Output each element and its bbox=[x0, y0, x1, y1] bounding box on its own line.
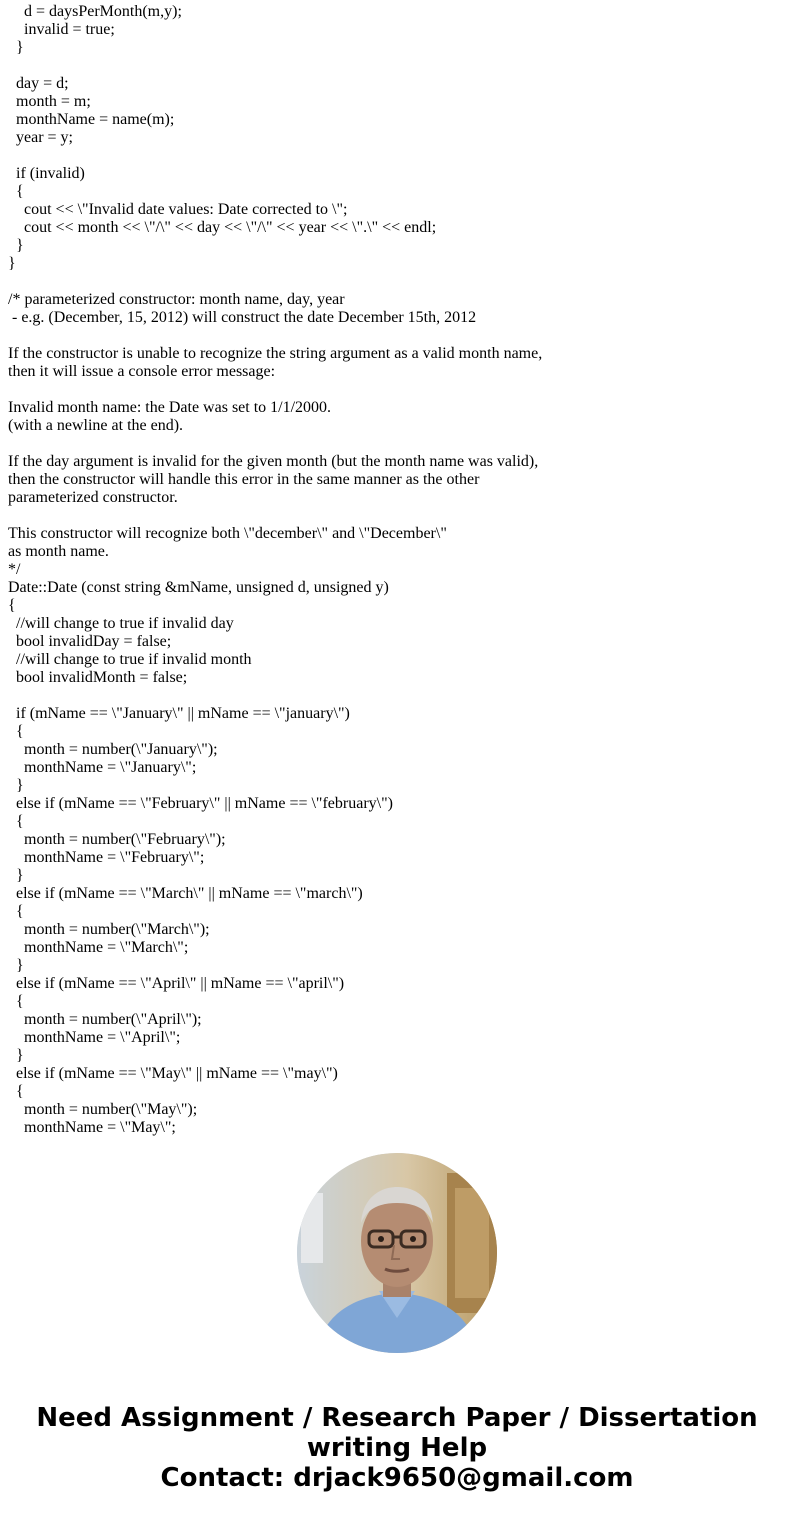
code-line: year = y; bbox=[8, 129, 73, 146]
code-line: as month name. bbox=[8, 543, 109, 560]
code-line: invalid = true; bbox=[8, 21, 115, 38]
person-portrait-icon bbox=[297, 1153, 497, 1353]
code-line: /* parameterized constructor: month name, day, year bbox=[8, 291, 345, 308]
code-line: monthName = \"January\"; bbox=[8, 759, 197, 776]
code-line: { bbox=[8, 1083, 24, 1100]
code-line bbox=[8, 507, 542, 525]
code-line: } bbox=[8, 957, 24, 974]
code-line: { bbox=[8, 903, 24, 920]
code-line: bool invalidMonth = false; bbox=[8, 669, 188, 686]
code-line: */ bbox=[8, 561, 21, 578]
code-line: } bbox=[8, 867, 24, 884]
code-line: { bbox=[8, 723, 24, 740]
code-line: then it will issue a console error message: bbox=[8, 363, 276, 380]
code-line: //will change to true if invalid month bbox=[8, 651, 252, 668]
code-line: if (mName == \"January\" || mName == \"january\") bbox=[8, 705, 350, 722]
code-line: { bbox=[8, 597, 16, 614]
code-line: monthName = \"May\"; bbox=[8, 1119, 176, 1136]
code-line: month = number(\"February\"); bbox=[8, 831, 226, 848]
code-line bbox=[8, 273, 542, 291]
code-line: { bbox=[8, 993, 24, 1010]
code-line: If the constructor is unable to recognize the string argument as a valid month name, bbox=[8, 345, 543, 362]
code-line: monthName = \"February\"; bbox=[8, 849, 205, 866]
contact-promo bbox=[0, 1403, 794, 1493]
code-line bbox=[8, 57, 542, 75]
code-line: } bbox=[8, 237, 24, 254]
code-line: monthName = name(m); bbox=[8, 111, 175, 128]
code-line: monthName = \"March\"; bbox=[8, 939, 189, 956]
code-listing bbox=[8, 3, 542, 1137]
code-line: month = number(\"January\"); bbox=[8, 741, 218, 758]
author-avatar bbox=[297, 1153, 497, 1353]
code-line: month = number(\"April\"); bbox=[8, 1011, 202, 1028]
promo-contact-email: Contact: drjack9650@gmail.com bbox=[160, 1463, 634, 1493]
code-line: monthName = \"April\"; bbox=[8, 1029, 181, 1046]
code-line: else if (mName == \"May\" || mName == \"may\") bbox=[8, 1065, 338, 1082]
code-line: { bbox=[8, 813, 24, 830]
code-line: d = daysPerMonth(m,y); bbox=[8, 3, 182, 20]
code-line bbox=[8, 327, 542, 345]
promo-line-2: writing Help bbox=[306, 1433, 488, 1463]
code-line: } bbox=[8, 777, 24, 794]
code-line: else if (mName == \"April\" || mName == \"april\") bbox=[8, 975, 345, 992]
promo-line-1: Need Assignment / Research Paper / Dissertation bbox=[36, 1403, 758, 1433]
code-line bbox=[8, 381, 542, 399]
code-line: else if (mName == \"March\" || mName == \"march\") bbox=[8, 885, 363, 902]
code-line bbox=[8, 435, 542, 453]
code-line: then the constructor will handle this error in the same manner as the other bbox=[8, 471, 480, 488]
code-line: This constructor will recognize both \"december\" and \"December\" bbox=[8, 525, 447, 542]
code-line: } bbox=[8, 1047, 24, 1064]
code-line: Invalid month name: the Date was set to 1/1/2000. bbox=[8, 399, 332, 416]
code-line: } bbox=[8, 39, 24, 56]
code-line: else if (mName == \"February\" || mName == \"february\") bbox=[8, 795, 393, 812]
code-line: (with a newline at the end). bbox=[8, 417, 184, 434]
code-line: day = d; bbox=[8, 75, 69, 92]
code-line: //will change to true if invalid day bbox=[8, 615, 234, 632]
code-line: cout << \"Invalid date values: Date corrected to \"; bbox=[8, 201, 348, 218]
code-line: } bbox=[8, 255, 16, 272]
code-line: Date::Date (const string &mName, unsigned d, unsigned y) bbox=[8, 579, 389, 596]
code-line: bool invalidDay = false; bbox=[8, 633, 172, 650]
code-line bbox=[8, 687, 542, 705]
code-line: month = number(\"March\"); bbox=[8, 921, 210, 938]
code-line: cout << month << \"/\" << day << \"/\" << year << \".\" << endl; bbox=[8, 219, 437, 236]
code-line: if (invalid) bbox=[8, 165, 85, 182]
code-line: month = number(\"May\"); bbox=[8, 1101, 198, 1118]
code-line: { bbox=[8, 183, 24, 200]
code-line: If the day argument is invalid for the given month (but the month name was valid), bbox=[8, 453, 539, 470]
code-line bbox=[8, 147, 542, 165]
code-line: - e.g. (December, 15, 2012) will construct the date December 15th, 2012 bbox=[8, 309, 477, 326]
code-line: parameterized constructor. bbox=[8, 489, 178, 506]
code-line: month = m; bbox=[8, 93, 91, 110]
